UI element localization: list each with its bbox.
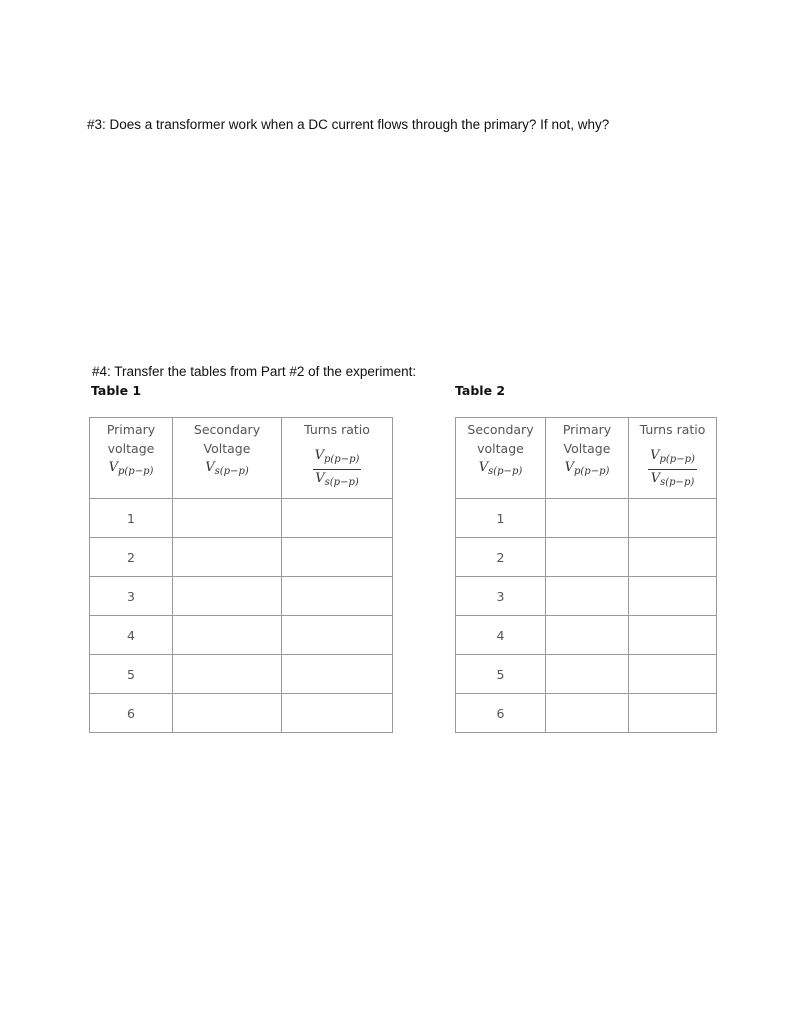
table-1-title: Table 1: [91, 383, 142, 398]
table-1-header-secondary-voltage: [173, 418, 282, 499]
table-row: [90, 499, 393, 538]
table-row: [456, 694, 717, 733]
question-4-text: #4: Transfer the tables from Part #2 of the experiment:: [92, 364, 417, 379]
row-number: 3: [456, 577, 546, 616]
turns-ratio-cell[interactable]: [282, 694, 393, 733]
table-row: [90, 655, 393, 694]
row-number: 2: [90, 538, 173, 577]
header-line2: voltage: [107, 441, 155, 456]
secondary-voltage-cell[interactable]: [173, 499, 282, 538]
primary-voltage-cell[interactable]: [546, 694, 629, 733]
table-row: [456, 616, 717, 655]
table-row: [90, 538, 393, 577]
header-line2: Voltage: [563, 441, 611, 456]
header-line1: Turns ratio: [639, 422, 706, 437]
table-1: [89, 417, 393, 733]
table-1-header-row: [90, 418, 393, 499]
fraction-numerator: $V_{p(p-p)}$: [313, 448, 362, 470]
turns-ratio-cell[interactable]: [629, 577, 717, 616]
primary-voltage-cell[interactable]: [546, 655, 629, 694]
secondary-voltage-cell[interactable]: [173, 538, 282, 577]
table-2-header-turns-ratio: [629, 418, 717, 499]
header-variable: $V_{p(p-p)}$: [108, 460, 154, 477]
question-3-text: #3: Does a transformer work when a DC current flows through the primary? If not, why?: [87, 117, 610, 132]
header-line1: Primary: [562, 422, 612, 437]
turns-ratio-cell[interactable]: [629, 538, 717, 577]
header-line1: Primary: [106, 422, 156, 437]
table-row: [90, 694, 393, 733]
header-variable: $V_{p(p-p)}$: [564, 460, 610, 477]
turns-ratio-cell[interactable]: [629, 499, 717, 538]
turns-ratio-cell[interactable]: [282, 538, 393, 577]
table-row: [456, 499, 717, 538]
row-number: 4: [456, 616, 546, 655]
table-2-header-primary-voltage: [546, 418, 629, 499]
row-number: 4: [90, 616, 173, 655]
turns-ratio-cell[interactable]: [629, 616, 717, 655]
table-2-header-secondary-voltage: [456, 418, 546, 499]
row-number: 1: [456, 499, 546, 538]
row-number: 3: [90, 577, 173, 616]
header-line2: Voltage: [203, 441, 251, 456]
header-line1: Secondary: [193, 422, 261, 437]
table-1-header-primary-voltage: [90, 418, 173, 499]
turns-ratio-cell[interactable]: [282, 577, 393, 616]
fraction-denominator: $V_{s(p-p)}$: [650, 471, 695, 488]
table-row: [456, 538, 717, 577]
turns-ratio-cell[interactable]: [282, 616, 393, 655]
turns-ratio-cell[interactable]: [629, 694, 717, 733]
secondary-voltage-cell[interactable]: [173, 694, 282, 733]
header-line1: Turns ratio: [304, 422, 370, 437]
turns-ratio-fraction: [313, 448, 362, 491]
table-2-title: Table 2: [455, 383, 506, 398]
turns-ratio-cell[interactable]: [282, 499, 393, 538]
table-2-header-row: [456, 418, 717, 499]
table-row: [456, 577, 717, 616]
turns-ratio-cell[interactable]: [282, 655, 393, 694]
primary-voltage-cell[interactable]: [546, 616, 629, 655]
fraction-numerator: $V_{p(p-p)}$: [648, 448, 697, 470]
primary-voltage-cell[interactable]: [546, 577, 629, 616]
turns-ratio-fraction: [648, 448, 697, 491]
header-variable: $V_{s(p-p)}$: [478, 460, 523, 477]
turns-ratio-cell[interactable]: [629, 655, 717, 694]
table-1-header-turns-ratio: [282, 418, 393, 499]
table-2: [455, 417, 717, 733]
row-number: 2: [456, 538, 546, 577]
table-row: [90, 577, 393, 616]
table-row: [90, 616, 393, 655]
primary-voltage-cell[interactable]: [546, 499, 629, 538]
secondary-voltage-cell[interactable]: [173, 577, 282, 616]
row-number: 5: [456, 655, 546, 694]
header-variable: $V_{s(p-p)}$: [205, 460, 249, 477]
row-number: 6: [90, 694, 173, 733]
fraction-denominator: $V_{s(p-p)}$: [315, 471, 359, 488]
row-number: 6: [456, 694, 546, 733]
header-line2: voltage: [477, 441, 524, 456]
header-line1: Secondary: [467, 422, 534, 437]
row-number: 5: [90, 655, 173, 694]
row-number: 1: [90, 499, 173, 538]
secondary-voltage-cell[interactable]: [173, 616, 282, 655]
primary-voltage-cell[interactable]: [546, 538, 629, 577]
table-row: [456, 655, 717, 694]
secondary-voltage-cell[interactable]: [173, 655, 282, 694]
